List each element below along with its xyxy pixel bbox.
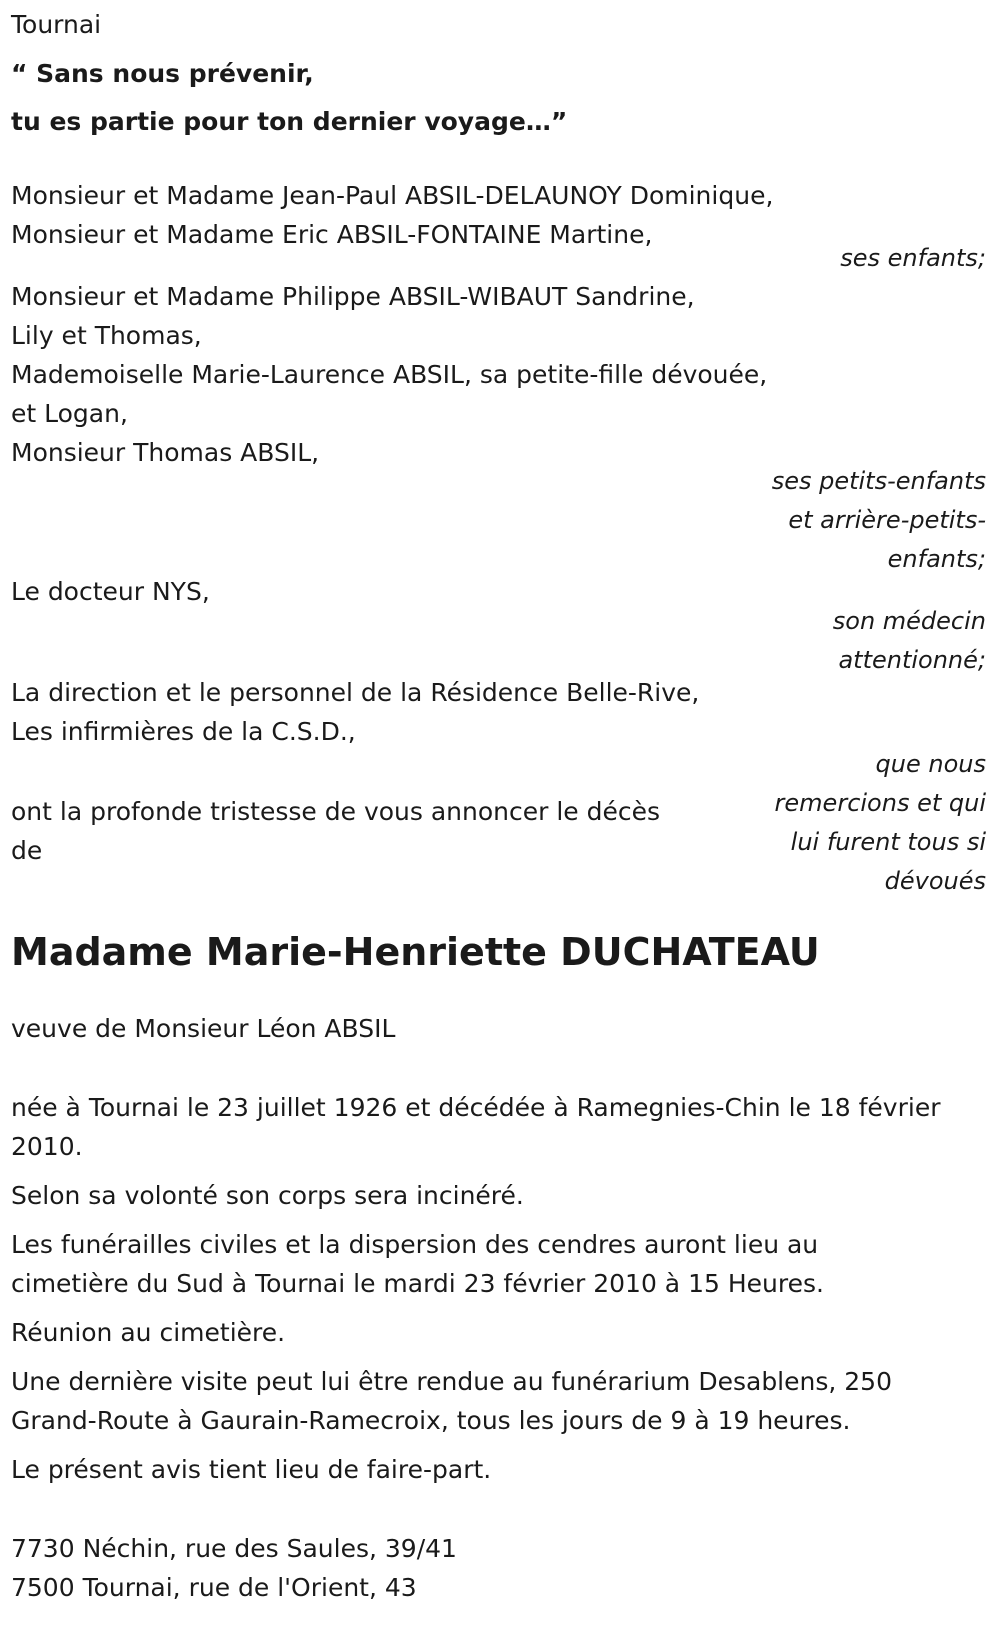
grandchildren-relation-1: ses petits-enfants: [771, 467, 986, 495]
staff-relation-4: dévoués: [884, 867, 986, 895]
doctor-line: Le docteur NYS,: [11, 577, 210, 606]
staff-line-1: La direction et le personnel de la Résidence Belle-Rive,: [11, 678, 700, 707]
funeral-line-2: cimetière du Sud à Tournai le mardi 23 février 2010 à 15 Heures.: [11, 1269, 824, 1298]
notice-text: Le présent avis tient lieu de faire-part.: [11, 1455, 492, 1484]
visit-line-2: Grand-Route à Gaurain-Ramecroix, tous les jours de 9 à 19 heures.: [11, 1406, 851, 1435]
children-relation: ses enfants;: [840, 244, 986, 272]
staff-relation-2: remercions et qui: [774, 789, 986, 817]
grandchildren-line-1: Monsieur et Madame Philippe ABSIL-WIBAUT Sandrine,: [11, 282, 695, 311]
doctor-relation-2: attentionné;: [838, 646, 986, 674]
city-heading: Tournai: [11, 10, 102, 39]
grandchildren-line-4: et Logan,: [11, 399, 128, 428]
children-line-2: Monsieur et Madame Eric ABSIL-FONTAINE Martine,: [11, 220, 653, 249]
deceased-name: Madame Marie-Henriette DUCHATEAU: [11, 930, 820, 974]
visit-line-1: Une dernière visite peut lui être rendue au funérarium Desablens, 250: [11, 1367, 892, 1396]
grandchildren-line-3: Mademoiselle Marie-Laurence ABSIL, sa petite-fille dévouée,: [11, 360, 768, 389]
staff-line-2: Les infirmières de la C.S.D.,: [11, 717, 356, 746]
quote-line-1: “ Sans nous prévenir,: [11, 59, 314, 88]
address-line-2: 7500 Tournai, rue de l'Orient, 43: [11, 1573, 417, 1602]
widow-of: veuve de Monsieur Léon ABSIL: [11, 1014, 396, 1043]
staff-relation-3: lui furent tous si: [790, 828, 986, 856]
grandchildren-line-5: Monsieur Thomas ABSIL,: [11, 438, 320, 467]
meeting-text: Réunion au cimetière.: [11, 1318, 286, 1347]
children-line-1: Monsieur et Madame Jean-Paul ABSIL-DELAUNOY Dominique,: [11, 181, 774, 210]
address-line-1: 7730 Néchin, rue des Saules, 39/41: [11, 1534, 457, 1563]
funeral-line-1: Les funérailles civiles et la dispersion des cendres auront lieu au: [11, 1230, 819, 1259]
announcement-line-2: de: [11, 836, 43, 865]
birth-death-line-2: 2010.: [11, 1132, 83, 1161]
grandchildren-line-2: Lily et Thomas,: [11, 321, 202, 350]
cremation-text: Selon sa volonté son corps sera incinéré.: [11, 1181, 524, 1210]
grandchildren-relation-2: et arrière-petits-: [788, 506, 986, 534]
staff-relation-1: que nous: [875, 750, 986, 778]
birth-death-line-1: née à Tournai le 23 juillet 1926 et décédée à Ramegnies-Chin le 18 février: [11, 1093, 941, 1122]
doctor-relation-1: son médecin: [832, 607, 986, 635]
announcement-line-1: ont la profonde tristesse de vous annoncer le décès: [11, 797, 661, 826]
quote-line-2: tu es partie pour ton dernier voyage…”: [11, 107, 568, 136]
grandchildren-relation-3: enfants;: [887, 545, 986, 573]
